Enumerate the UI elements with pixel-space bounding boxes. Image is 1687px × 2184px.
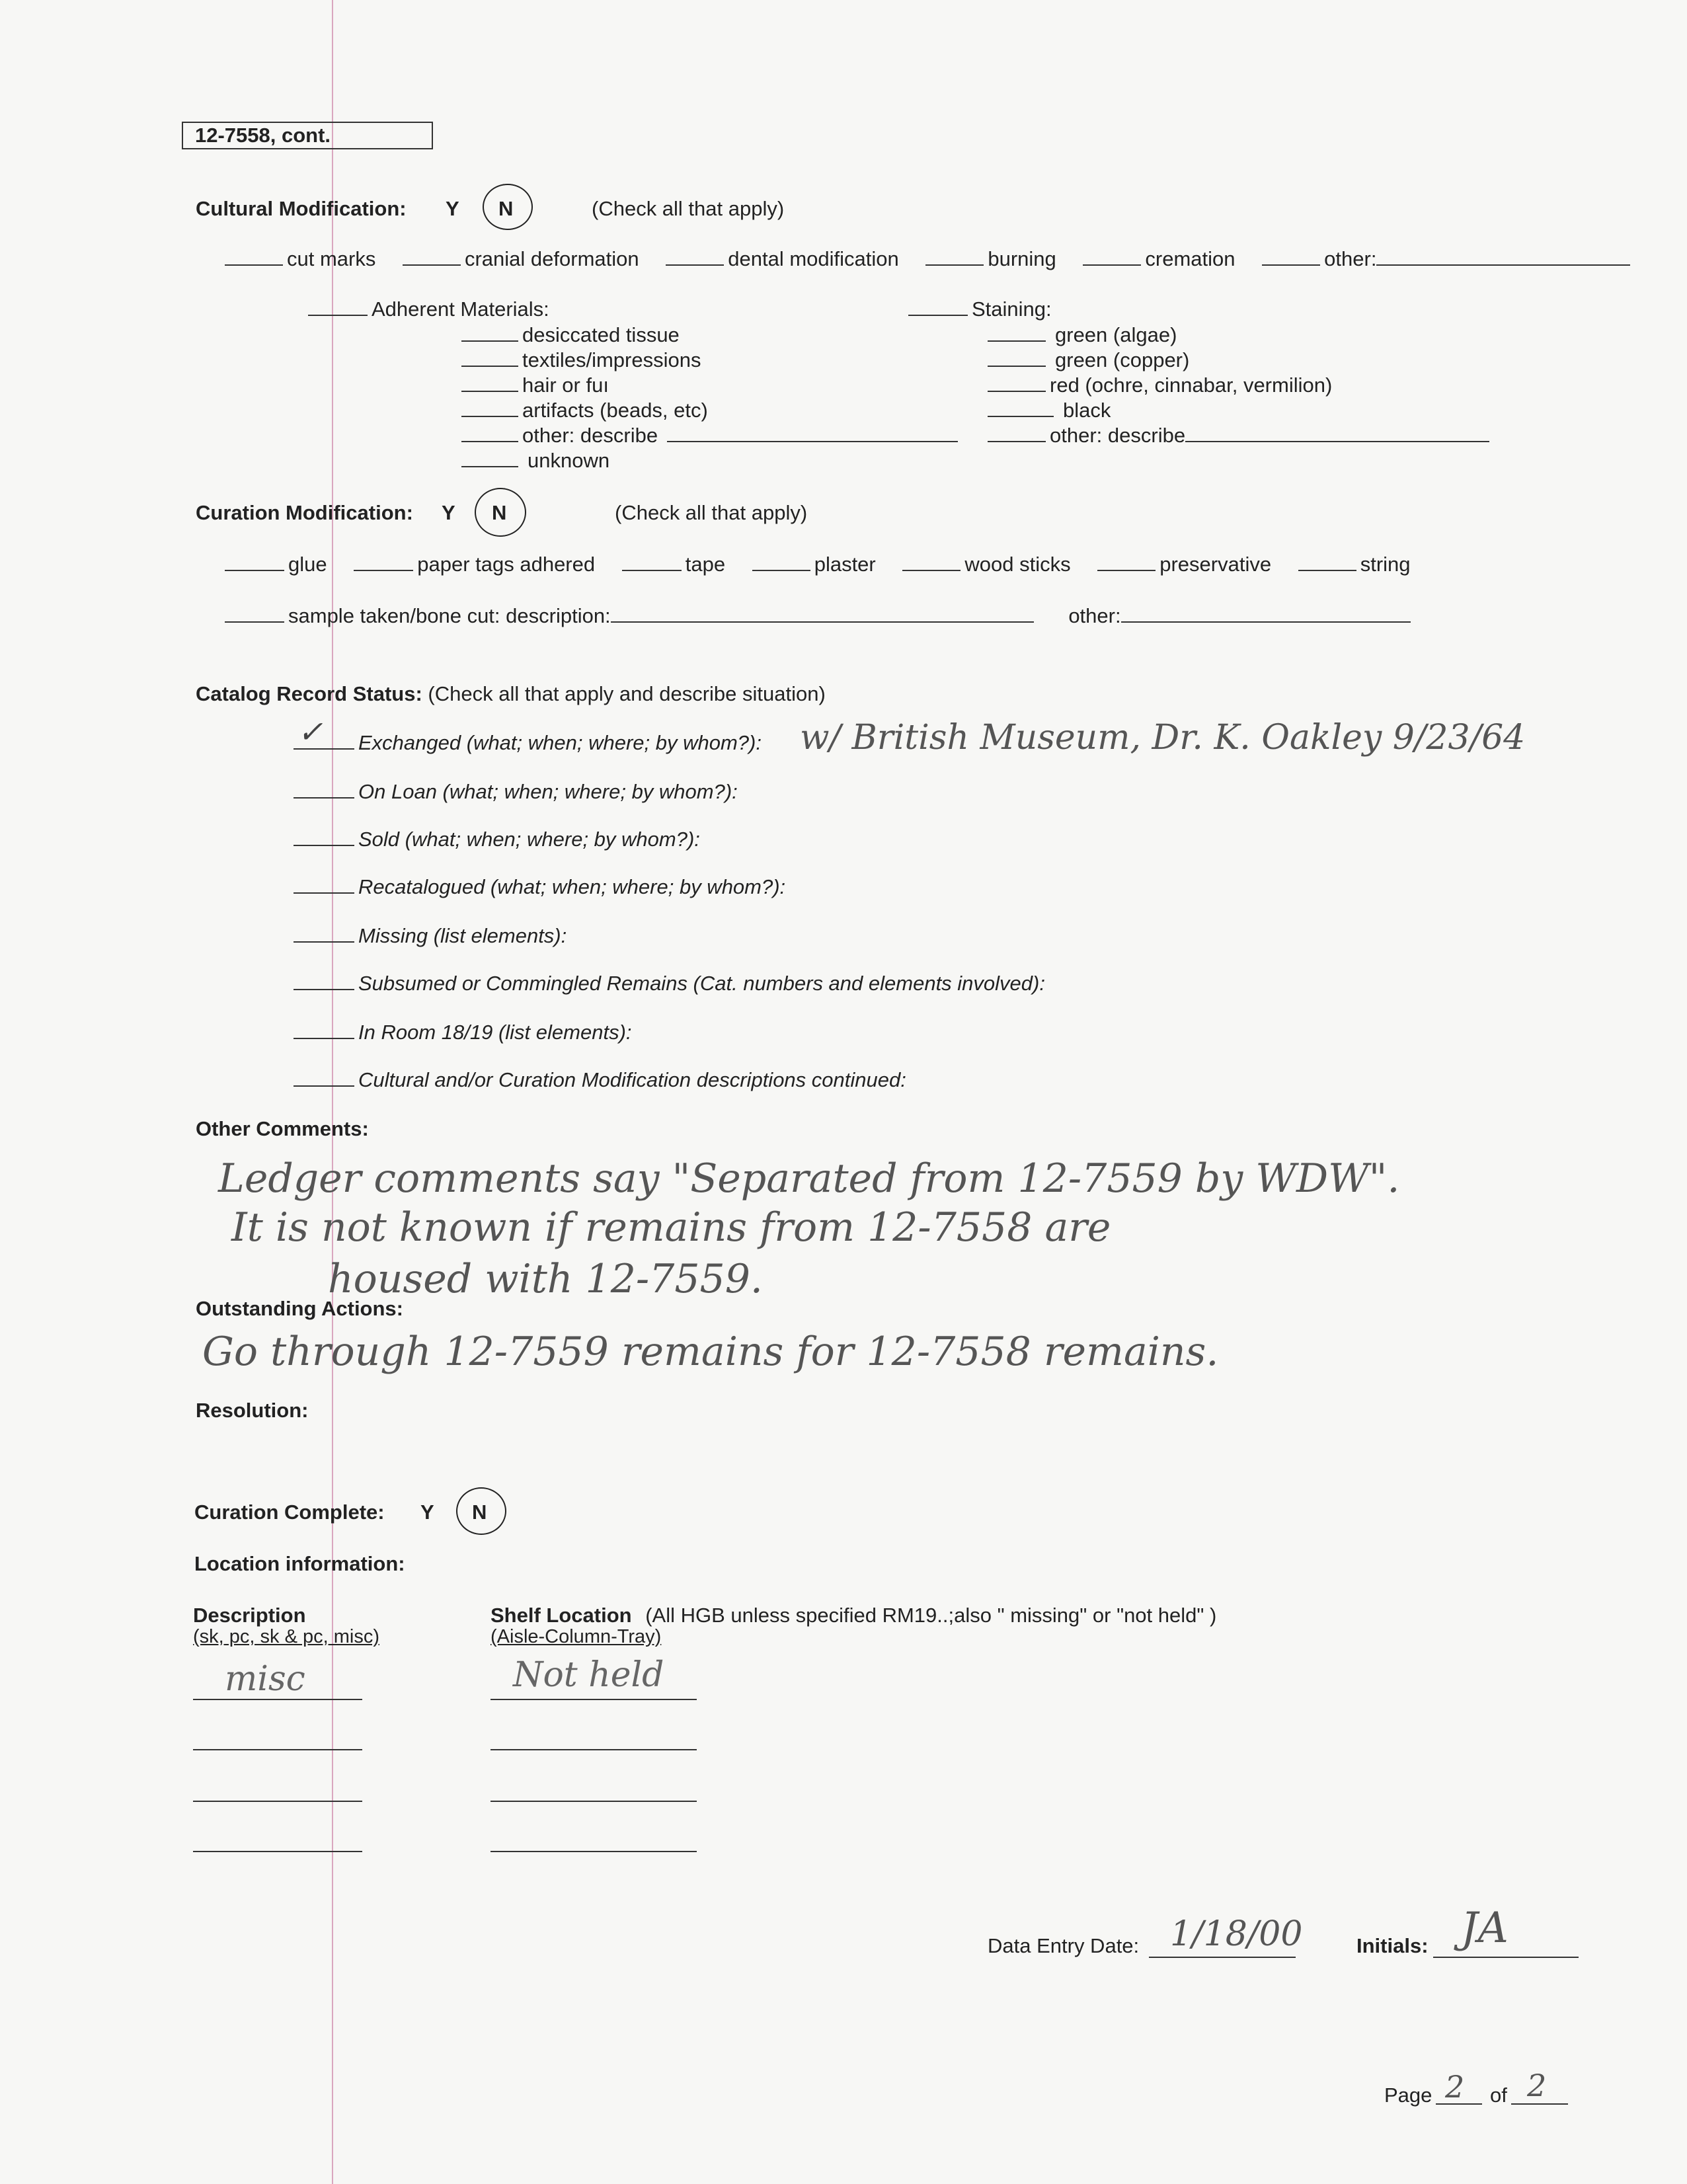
item-cut-marks: cut marks (287, 247, 376, 270)
comments-line-3: housed with 12-7559. (328, 1256, 763, 1302)
catalog-item-sold (294, 828, 700, 851)
catalog-item-label: Missing (list elements): (358, 924, 567, 947)
adh-item: unknown (528, 449, 610, 472)
blank-preservative[interactable] (1097, 570, 1156, 571)
curation-complete-n-circle (456, 1487, 506, 1535)
adh-item: artifacts (beads, etc) (522, 399, 708, 422)
of-line[interactable] (1511, 2103, 1568, 2105)
blank-sample[interactable] (225, 621, 284, 623)
blank-subsumed[interactable] (294, 989, 354, 990)
outstanding-actions-handwriting: Go through 12-7559 remains for 12-7558 remains. (202, 1329, 1219, 1375)
blank-adherent[interactable] (308, 315, 368, 316)
other-line[interactable] (1376, 264, 1630, 266)
adh-item: desiccated tissue (522, 323, 680, 346)
catalog-item-exchanged (294, 731, 762, 755)
item-plaster: plaster (814, 553, 876, 576)
initials-line[interactable] (1433, 1957, 1579, 1958)
of-label: of (1490, 2084, 1507, 2107)
blank-adh-5[interactable] (461, 466, 518, 467)
comments-line-2: It is not known if remains from 12-7558 are (231, 1204, 1111, 1251)
blank-st-1[interactable] (988, 366, 1046, 367)
item-cranial-deformation: cranial deformation (464, 247, 639, 270)
desc-line-1[interactable] (193, 1699, 362, 1700)
exchanged-checkmark: ✓ (297, 714, 323, 750)
blank-adh-3[interactable] (461, 416, 518, 417)
of-value: 2 (1527, 2068, 1547, 2103)
blank-adh-2[interactable] (461, 391, 518, 392)
record-id-box (182, 122, 433, 149)
catalog-item-subsumed (294, 972, 1045, 995)
curation-complete-y[interactable]: Y (420, 1501, 434, 1524)
page-label: Page (1384, 2084, 1432, 2107)
blank-staining[interactable] (908, 315, 968, 316)
staining-label: Staining: (972, 297, 1052, 321)
location-info-label: Location information: (194, 1552, 405, 1575)
catalog-item-label: Exchanged (what; when; where; by whom?): (358, 731, 762, 754)
sample-line[interactable] (611, 621, 1034, 623)
initials-signature: JA (1461, 1904, 1509, 1953)
blank-recatalogued[interactable] (294, 892, 354, 894)
blank-dental[interactable] (666, 264, 724, 266)
description-header: Description (193, 1604, 306, 1627)
resolution-label: Resolution: (196, 1399, 309, 1422)
blank-st-0[interactable] (988, 340, 1046, 342)
catalog-item-continued (294, 1068, 906, 1092)
blank-st-2[interactable] (988, 391, 1046, 392)
desc-line-3[interactable] (193, 1801, 362, 1802)
cultural-mod-y[interactable]: Y (446, 197, 459, 220)
catalog-item-label: In Room 18/19 (list elements): (358, 1021, 632, 1044)
catalog-item-missing (294, 924, 567, 948)
outstanding-actions-label: Outstanding Actions: (196, 1297, 403, 1320)
item-preservative: preservative (1159, 553, 1272, 576)
curation-complete-n[interactable]: N (472, 1501, 487, 1524)
catalog-header (196, 682, 826, 706)
description-subheader: (sk, pc, sk & pc, misc) (193, 1626, 379, 1647)
curation-other-line[interactable] (1121, 621, 1411, 623)
curation-mod-n-circle (475, 488, 526, 537)
catalog-item-recatalogued (294, 875, 785, 899)
item-wood-sticks: wood sticks (964, 553, 1071, 576)
catalog-item-label: On Loan (what; when; where; by whom?): (358, 780, 738, 803)
blank-st-3[interactable] (988, 416, 1054, 417)
blank-missing[interactable] (294, 941, 354, 943)
staining-list (988, 323, 1493, 448)
blank-cranial[interactable] (403, 264, 461, 266)
cultural-mod-label: Cultural Modification: (196, 197, 407, 220)
shelf-line-1[interactable] (490, 1699, 697, 1700)
comments-line-1: Ledger comments say "Separated from 12-7559 by WDW". (218, 1155, 1400, 1202)
item-glue: glue (288, 553, 327, 576)
data-entry-date-label: Data Entry Date: (988, 1934, 1140, 1957)
curation-other-label: other: (1068, 604, 1121, 627)
curation-mod-n[interactable]: N (492, 501, 507, 524)
desc-line-2[interactable] (193, 1749, 362, 1750)
cultural-mod-note: (Check all that apply) (592, 197, 785, 220)
exchanged-handwriting: w/ British Museum, Dr. K. Oakley 9/23/64 (800, 718, 1526, 758)
sample-row (225, 604, 1415, 628)
curation-mod-items (225, 553, 1411, 576)
item-tape: tape (685, 553, 726, 576)
description-value: misc (225, 1659, 305, 1699)
blank-st-4[interactable] (988, 441, 1046, 442)
catalog-label: Catalog Record Status: (196, 682, 422, 705)
catalog-item-label: Subsumed or Commingled Remains (Cat. numbers and elements involved): (358, 972, 1045, 995)
st-item: green (algae) (1055, 323, 1177, 346)
adh-other-line[interactable] (667, 441, 958, 442)
shelf-header (490, 1604, 1216, 1627)
blank-sold[interactable] (294, 845, 354, 846)
curation-mod-y[interactable]: Y (442, 501, 455, 524)
catalog-item-on-loan (294, 780, 738, 804)
blank-cut-marks[interactable] (225, 264, 283, 266)
data-entry-date-value: 1/18/00 (1170, 1914, 1303, 1954)
catalog-note: (Check all that apply and describe situation) (428, 682, 826, 705)
blank-glue[interactable] (225, 570, 284, 571)
adherent-header (308, 297, 549, 321)
adh-item: other: describe (522, 424, 658, 447)
cultural-mod-n[interactable]: N (498, 197, 514, 220)
item-other: other: (1324, 247, 1377, 270)
blank-paper-tags[interactable] (354, 570, 413, 571)
cultural-mod-n-circle (483, 184, 533, 230)
catalog-item-label: Recatalogued (what; when; where; by whom?): (358, 875, 786, 898)
record-id: 12-7558, cont. (195, 124, 331, 147)
item-paper-tags: paper tags adhered (417, 553, 596, 576)
margin-rule (332, 0, 333, 2184)
blank-adh-0[interactable] (461, 340, 518, 342)
shelf-value: Not held (513, 1655, 664, 1695)
curation-complete-label: Curation Complete: (194, 1501, 385, 1524)
shelf-line-2[interactable] (490, 1749, 697, 1750)
st-item: green (copper) (1055, 348, 1190, 371)
shelf-line-3[interactable] (490, 1801, 697, 1802)
item-cremation: cremation (1145, 247, 1236, 270)
data-entry-date-line[interactable] (1149, 1957, 1296, 1958)
shelf-note: (All HGB unless specified RM19..;also " missing" or "not held" ) (645, 1604, 1217, 1627)
shelf-line-4[interactable] (490, 1851, 697, 1852)
cultural-mod-items (225, 247, 1634, 271)
page-value: 2 (1445, 2069, 1465, 2105)
desc-line-4[interactable] (193, 1851, 362, 1852)
staining-header (908, 297, 1052, 321)
initials-label: Initials: (1356, 1934, 1429, 1957)
st-item: other: describe (1050, 424, 1186, 447)
blank-burning[interactable] (925, 264, 984, 266)
blank-adh-4[interactable] (461, 441, 518, 442)
item-string: string (1360, 553, 1411, 576)
blank-room[interactable] (294, 1038, 354, 1039)
blank-continued[interactable] (294, 1085, 354, 1087)
blank-adh-1[interactable] (461, 366, 518, 367)
item-dental-modification: dental modification (728, 247, 899, 270)
blank-string[interactable] (1298, 570, 1356, 571)
st-item: red (ochre, cinnabar, vermilion) (1050, 373, 1333, 397)
curation-mod-label: Curation Modification: (196, 501, 413, 524)
blank-other[interactable] (1262, 264, 1320, 266)
st-other-line[interactable] (1185, 441, 1489, 442)
shelf-subheader: (Aisle-Column-Tray) (490, 1626, 662, 1647)
catalog-item-label: Sold (what; when; where; by whom?): (358, 828, 700, 851)
blank-wood-sticks[interactable] (902, 570, 961, 571)
st-item: black (1063, 399, 1111, 422)
blank-cremation[interactable] (1083, 264, 1141, 266)
curation-mod-note: (Check all that apply) (615, 501, 808, 524)
blank-on-loan[interactable] (294, 797, 354, 799)
sample-label: sample taken/bone cut: description: (288, 604, 611, 627)
blank-tape[interactable] (622, 570, 682, 571)
catalog-item-label: Cultural and/or Curation Modification descriptions continued: (358, 1068, 906, 1091)
catalog-item-room (294, 1021, 632, 1044)
adherent-list (461, 323, 962, 473)
item-burning: burning (988, 247, 1056, 270)
other-comments-label: Other Comments: (196, 1117, 369, 1140)
adherent-label: Adherent Materials: (372, 297, 549, 321)
shelf-label: Shelf Location (490, 1604, 632, 1627)
adh-item: textiles/impressions (522, 348, 701, 371)
adh-item: hair or fuı (522, 373, 609, 397)
blank-plaster[interactable] (752, 570, 810, 571)
